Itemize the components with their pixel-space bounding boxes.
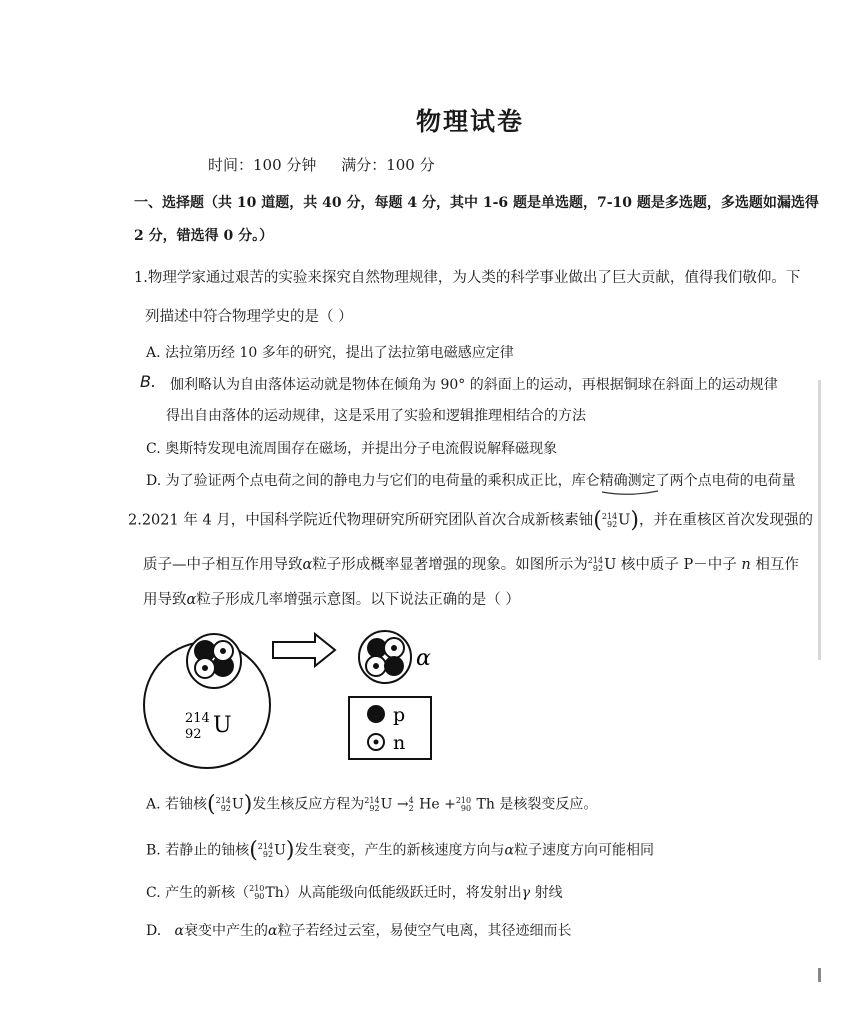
nucleus-atomic-number: 92 [185,727,202,742]
paren: ( [593,508,602,533]
q2-stem-line2: 质子—中子相互作用导致α粒子形成概率显著增强的现象。如图所示为 214 92 U 核中质子 P－中子 n 相互作 [143,556,799,573]
q1-option-c: C. 奥斯特发现电流周围存在磁场，并提出分子电流假说解释磁现象 [146,441,558,457]
time-label: 时间：100 分钟 [208,156,317,174]
q2-option-d: D. α衰变中产生的α粒子若经过云室，易使空气电离，其径迹细而长 [146,923,572,939]
q1-option-b-line1: 伽利略认为自由落体运动就是物体在倾角为 90° 的斜面上的运动，再根据铜球在斜面上的运动规律 [170,377,778,393]
q2-option-c: C. 产生的新核（ 210 90 Th）从高能级向低能级跃迁时，将发射出γ 射线 [146,884,563,901]
scan-edge-mark [818,380,821,660]
isotope-u-script: 214 92 [587,556,604,573]
handwritten-underline [600,488,660,498]
scan-edge-mark [818,968,821,982]
legend-proton-label: p [393,704,406,726]
nucleus-mass-number: 214 [185,711,210,726]
q1-stem-line2: 列描述中符合物理学史的是（ ） [145,309,353,325]
legend-box [349,697,431,759]
nucleus-figure [135,615,455,785]
isotope-u-symbol: U [618,512,631,529]
isotope-u-script: 214 92 [601,511,618,529]
neutron-symbol: n [741,557,751,573]
legend-neutron-label: n [393,732,406,754]
exam-meta [208,154,455,175]
proton-dot [384,656,404,676]
q2-stem-line3: 用导致α粒子形成几率增强示意图。以下说法正确的是（ ） [143,592,520,608]
legend-proton-dot [367,705,385,723]
paren: ) [630,508,639,533]
arrow-icon [273,634,335,666]
alpha-symbol: α [302,557,313,573]
alpha-label: α [416,646,431,671]
q1-option-d: D. 为了验证两个点电荷之间的静电力与它们的电荷量的乘积成正比，库仑精确测定了两个点电荷的电荷量 [146,473,796,489]
alpha-particle-circle [359,631,411,683]
q1-stem-line1: 1.物理学家通过艰苦的实验来探究自然物理规律，为人类的科学事业做出了巨大贡献，值得我们敬仰。下 [134,270,801,286]
alpha-symbol: α [186,592,197,608]
q2-option-a: A. 若铀核( 214 92 U)发生核反应方程为 214 92 U → 4 2 He + 210 90 Th 是核裂变反应。 [146,792,598,817]
q1-option-a: A. 法拉第历经 10 多年的研究，提出了法拉第电磁感应定律 [146,345,514,361]
score-label: 满分：100 分 [341,156,435,174]
q2-option-b: B. 若静止的铀核( 214 92 U)发生衰变，产生的新核速度方向与α粒子速度方向可能相同 [146,838,654,863]
q2-stem-text: 2.2021 年 4 月，中国科学院近代物理研究所研究团队首次合成新核素铀 [128,512,594,529]
q2-stem-text: ，并在重核区首次发现强的 [639,512,813,529]
q2-stem-line1 [128,508,813,533]
nucleus-symbol: U [213,713,232,738]
q1-option-b-line2: 得出自由落体的运动规律，这是采用了实验和逻辑推理相结合的方法 [166,408,586,424]
section-heading-line1: 一、选择题（共 10 道题，共 40 分，每题 4 分，其中 1-6 题是单选题，7-10 题是多选题，多选题如漏选得 [134,195,819,211]
q1-option-b-handwritten-mark: B. [140,372,157,391]
section-heading-line2: 2 分，错选得 0 分。） [134,228,274,244]
exam-title: 物理试卷 [415,107,524,136]
